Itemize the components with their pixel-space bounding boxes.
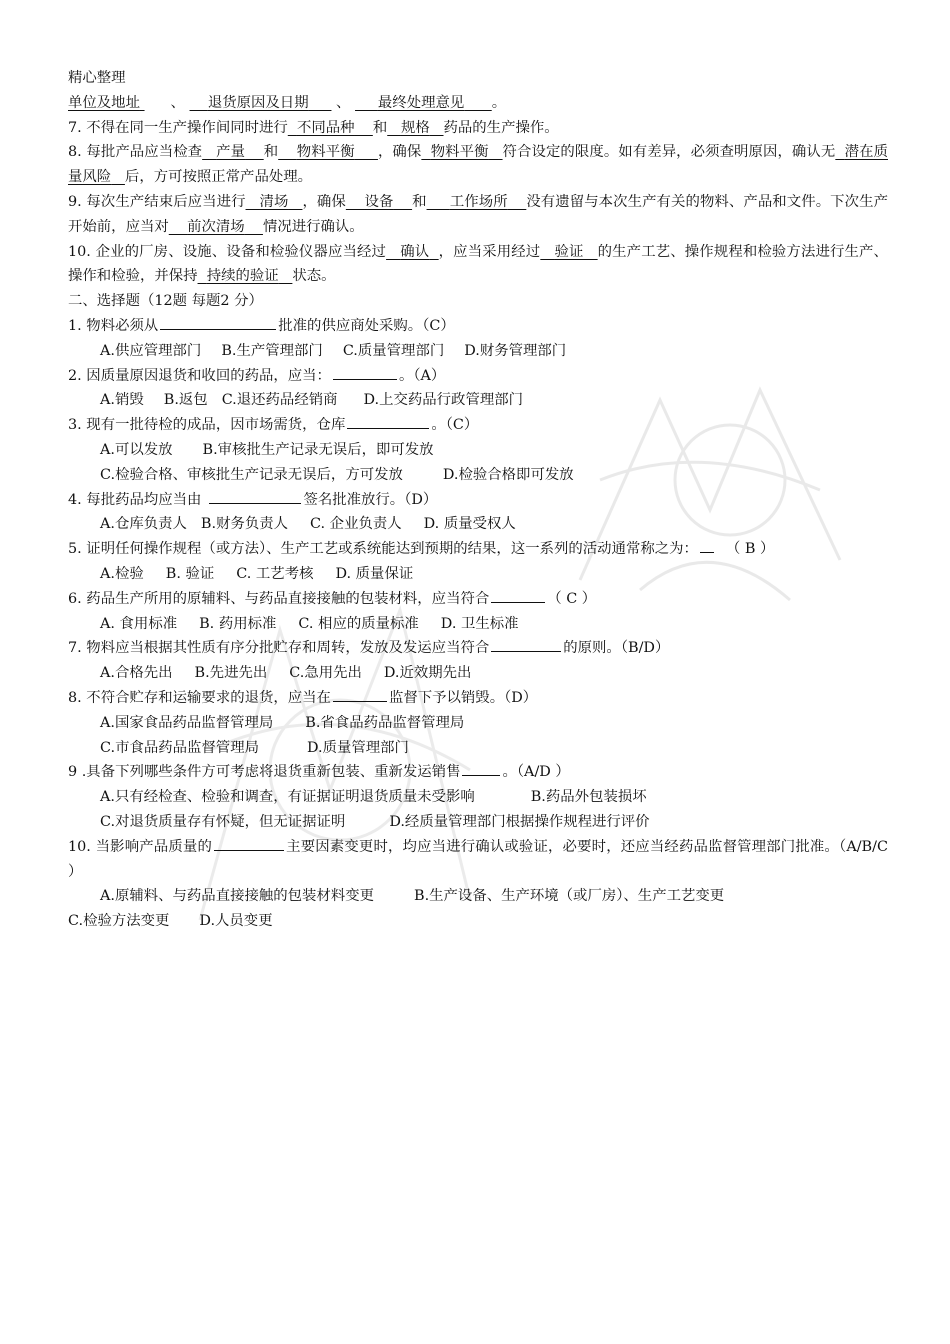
option: D.财务管理部门: [464, 342, 567, 359]
fill-answer-text: 最终处理意见: [377, 94, 465, 111]
fill-answer: [190, 95, 332, 111]
option: A.只有经检查、检验和调查，有证据证明退货质量未受影响: [100, 789, 475, 806]
answer-blank: [491, 636, 561, 652]
option: C.质量管理部门: [342, 342, 445, 359]
options-row: [68, 562, 888, 587]
fill-text: 8. 每批产品应当检查: [68, 144, 203, 161]
fill-answer-text: 物料平衡: [430, 144, 489, 161]
question-text: 10. 当影响产品质量的: [68, 838, 212, 855]
fill-answer: [421, 144, 502, 160]
question-text: 8. 不符合贮存和运输要求的退货，应当在: [68, 689, 331, 706]
page-header: 精心整理: [68, 70, 126, 86]
fill-answer: [288, 120, 373, 136]
fill-answer: [540, 244, 597, 260]
options-row: [68, 736, 888, 761]
option: D. 卫生标准: [440, 615, 519, 632]
choice-question-4: [68, 488, 888, 513]
question-text: 1. 物料必须从: [68, 317, 159, 334]
fill-text: 、: [170, 94, 185, 111]
fill-answer-text: 规格: [400, 119, 430, 136]
option: A.合格先出: [100, 665, 173, 682]
answer-blank: [214, 835, 284, 851]
question-text: 主要因素变更时，均应当进行确认或验证，必要时，还应当经药品监督管理部门批准。（A/B/C ）: [68, 838, 888, 880]
options-row: [68, 612, 888, 637]
fill-answer-text: 确认: [400, 243, 430, 260]
options-row: [68, 661, 888, 686]
question-text: 。（A/D ）: [502, 764, 570, 781]
question-text: 批准的供应商处采购。（C）: [278, 317, 455, 334]
fill-answer: [169, 219, 263, 235]
option: C.检验方法变更: [68, 913, 170, 930]
option: A.国家食品药品监督管理局: [100, 714, 274, 731]
answer-blank: [462, 760, 500, 776]
fill-text: 和: [263, 144, 279, 161]
option: A. 食用标准: [100, 615, 178, 632]
options-row: [68, 884, 888, 909]
option: C.检验合格、审核批生产记录无误后，方可发放: [100, 466, 403, 483]
choice-question-1: [68, 314, 888, 339]
question-text: 6. 药品生产所用的原辅料、与药品直接接触的包装材料，应当符合: [68, 590, 490, 607]
fill-answer: [387, 120, 443, 136]
option: B.药品外包装损坏: [530, 789, 647, 806]
option: A.供应管理部门: [100, 342, 202, 359]
option: B.财务负责人: [200, 516, 289, 533]
options-row: [68, 388, 888, 413]
section-title: 二、选择题（12题 每题2 分）: [68, 293, 263, 310]
question-text: 4. 每批药品均应当由: [68, 491, 202, 508]
option: D.上交药品行政管理部门: [363, 392, 524, 409]
choice-question-8: [68, 686, 888, 711]
fill-answer: [198, 268, 293, 284]
answer-blank: [347, 413, 429, 429]
option: A.仓库负责人: [100, 516, 187, 533]
fill-text: ，确保: [302, 193, 346, 210]
fill-text: 没有遗留与本次生产有关的物料、产品和文件。下次生产开始前，应当对: [68, 193, 888, 235]
fill-question-9: [68, 190, 888, 240]
fill-answer: [246, 194, 303, 210]
option: C.退还药品经销商: [221, 392, 338, 409]
option: B. 药用标准: [199, 615, 277, 632]
fill-answer: [355, 95, 492, 111]
choice-question-2: [68, 364, 888, 389]
answer-blank: [700, 537, 714, 553]
question-text: （ B ）: [725, 541, 775, 558]
options-row: [68, 909, 888, 934]
answer-blank: [333, 364, 397, 380]
option: C. 企业负责人: [310, 516, 402, 533]
choice-question-6: [68, 587, 888, 612]
answer-blank: [491, 587, 545, 603]
fill-text: 药品的生产操作。: [443, 119, 559, 136]
fill-answer-text: 不同品种: [296, 119, 355, 136]
fill-answer-text: 前次清场: [187, 218, 245, 235]
option: B.生产管理部门: [221, 342, 323, 359]
options-row: [68, 810, 888, 835]
fill-question-7: [68, 116, 888, 141]
option: D.检验合格即可发放: [442, 466, 574, 483]
option: A.销毁: [100, 392, 144, 409]
question-text: 。（A）: [398, 367, 446, 384]
question-text: 7. 物料应当根据其性质有序分批贮存和周转，发放及发运应当符合: [68, 640, 490, 657]
choice-question-7: [68, 636, 888, 661]
answer-blank: [160, 314, 276, 330]
question-text: 。（C）: [431, 417, 479, 434]
fill-answer-text: 物料平衡: [296, 144, 355, 161]
question-text: 5. 证明任何操作规程（或方法）、生产工艺或系统能达到预期的结果，这一系列的活动通常称之为：: [68, 541, 698, 558]
option: C.对退货质量存有怀疑，但无证据证明: [100, 813, 346, 830]
question-text: 3. 现有一批待检的成品，因市场需货，仓库: [68, 417, 346, 434]
answer-blank: [209, 488, 301, 504]
answer-blank: [333, 686, 387, 702]
fill-text: 后，方可按照正常产品处理。: [124, 169, 313, 186]
option: D.人员变更: [199, 913, 273, 930]
option: B.返包: [163, 392, 208, 409]
option: C. 工艺考核: [236, 565, 314, 582]
options-row: [68, 785, 888, 810]
fill-question-10: [68, 240, 888, 290]
fill-answer-text: 退货原因及日期: [207, 94, 309, 111]
options-row: [68, 512, 888, 537]
fill-question-8: [68, 140, 888, 190]
fill-answer: [346, 194, 412, 210]
question-text: 的原则。（B/D）: [563, 640, 670, 657]
fill-answer-text: 产量: [216, 144, 246, 161]
fill-text: 。: [491, 94, 507, 111]
fill-answer: [386, 244, 439, 260]
fill-text: 7. 不得在同一生产操作间同时进行: [68, 119, 288, 136]
fill-text: 、: [336, 94, 351, 111]
options-row: [68, 438, 888, 463]
choice-question-10: [68, 835, 888, 885]
options-row: [68, 711, 888, 736]
fill-text: 符合设定的限度。如有差异，必须查明原因，确认无: [502, 144, 836, 161]
fill-answer-text: 清场: [259, 193, 289, 210]
option: B.省食品药品监督管理局: [305, 714, 465, 731]
fill-text: 9. 每次生产结束后应当进行: [68, 193, 246, 210]
fill-text: 的生产工艺、操作规程和检验方法进行生产、操作和检验，并保持: [68, 243, 888, 285]
option: D. 质量保证: [335, 565, 414, 582]
question-text: （ C ）: [547, 590, 597, 607]
fill-answer: [427, 194, 527, 210]
fill-answer-text: 设备: [364, 193, 394, 210]
fill-answer: [278, 144, 378, 160]
question-text: 9 .具备下列哪些条件方可考虑将退货重新包装、重新发运销售: [68, 764, 461, 781]
option: C.急用先出: [289, 665, 362, 682]
fill-text: ，应当采用经过: [438, 243, 541, 260]
fill-answer-text: 持续的验证: [206, 268, 279, 285]
option: D.质量管理部门: [306, 739, 409, 756]
fill-text: 状态。: [292, 268, 336, 285]
choice-question-3: [68, 413, 888, 438]
options-row: [68, 463, 888, 488]
choice-question-5: [68, 537, 888, 562]
question-text: 2. 因质量原因退货和收回的药品，应当：: [68, 367, 331, 384]
fill-answer-text: 验证: [554, 243, 584, 260]
option: A.原辅料、与药品直接接触的包装材料变更: [100, 888, 374, 905]
option: C. 相应的质量标准: [298, 615, 419, 632]
choice-question-9: [68, 760, 888, 785]
option: B.生产设备、生产环境（或厂房）、生产工艺变更: [414, 888, 725, 905]
option: D.近效期先出: [383, 665, 472, 682]
question-text: 签名批准放行。（D）: [303, 491, 438, 508]
option: A.可以发放: [100, 441, 173, 458]
fill-text: 10. 企业的厂房、设施、设备和检验仪器应当经过: [68, 243, 387, 260]
fill-answer: 单位及地址: [68, 94, 140, 111]
fill-answer: [202, 144, 264, 160]
document-body: [68, 66, 888, 934]
question-text: 监督下予以销毁。（D）: [388, 689, 538, 706]
fill-text: ，确保: [377, 144, 422, 161]
option: B.审核批生产记录无误后，即可发放: [202, 441, 434, 458]
options-row: [68, 339, 888, 364]
fill-text: 和: [372, 119, 388, 136]
option: B. 验证: [165, 565, 215, 582]
fill-text: 情况进行确认。: [262, 218, 364, 235]
fill-answer-text: 工作场所: [449, 193, 508, 210]
option: D.经质量管理部门根据操作规程进行评价: [389, 813, 650, 830]
fill-underline: [140, 91, 166, 116]
fill-text: 和: [412, 193, 427, 210]
option: B.先进先出: [194, 665, 268, 682]
fill-cont-line: [68, 91, 888, 116]
option: C.市食品药品监督管理局: [100, 739, 259, 756]
fill-answer-text: 潜在质量风险: [68, 144, 888, 186]
option: A.检验: [100, 565, 144, 582]
option: D. 质量受权人: [423, 516, 516, 533]
